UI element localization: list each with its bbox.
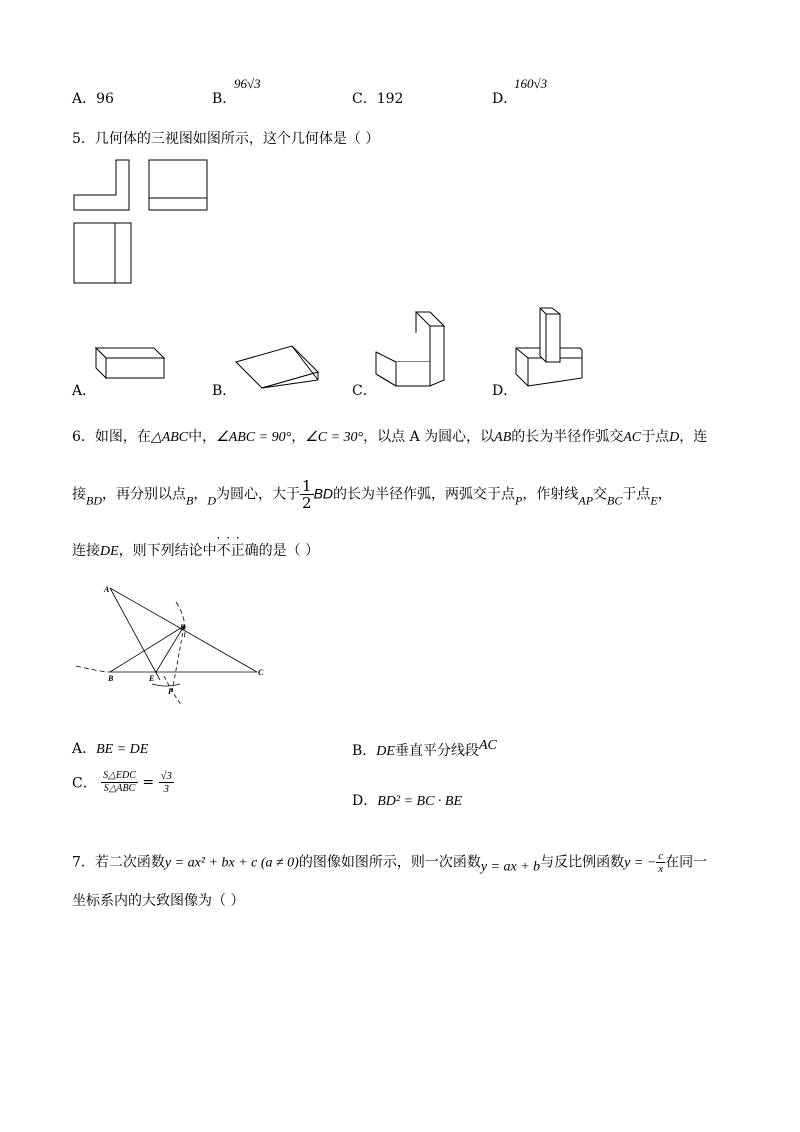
q5-option-c-label[interactable]: C． [352, 383, 377, 399]
q5-three-views-figure [72, 158, 212, 288]
q4-option-a[interactable]: A．96 [72, 91, 114, 107]
q6-line-1: 6．如图，在△ABC中，∠ABC = 90°，∠C = 30°，以点 A 为圆心，以AB的长为半径作弧交AC于点D，连 [72, 429, 708, 445]
q6-line-2: 接BD，再分别以点B，D为圆心，大于 $\frac{1}{2}$ BD的长为半径作弧，两弧交于点P，作射线AP交BC于点E， [72, 477, 672, 512]
emphasis-not-correct: · · · 不正确 [217, 543, 259, 559]
label-D: D [180, 623, 186, 632]
half-fraction: $\frac{1}{2}$ [302, 477, 312, 512]
label-B: B [108, 674, 114, 683]
q5-stem: 5．几何体的三视图如图所示，这个几何体是（ ） [72, 131, 380, 147]
top-view [74, 223, 131, 283]
q7-line-2: 坐标系内的大致图像为（ ） [72, 893, 245, 909]
q6-triangle-figure [72, 580, 282, 710]
q5-option-b-solid [232, 342, 322, 392]
label-P: P [168, 687, 173, 696]
q5-option-a-solid [94, 340, 169, 390]
q5-option-c-solid [372, 306, 462, 396]
q6-line-3: 连接DE，则下列结论中· · · 不正确的是（ ） [72, 540, 319, 560]
q6-option-d[interactable]: D．BD² = BC · BE [352, 793, 463, 809]
q5-option-a-label[interactable]: A． [72, 383, 97, 399]
q4-option-c[interactable]: C．192 [352, 91, 404, 107]
q4-option-d-label[interactable]: D． [492, 91, 518, 107]
q6-option-c[interactable]: C． $\frac{\text{S△EDC}}{\text{S△ABC}}$ = $\frac{√3}{3}$ [72, 770, 173, 795]
q6-option-a[interactable]: A．BE = DE [72, 741, 149, 757]
label-E: E [149, 674, 155, 683]
label-A: A [104, 585, 110, 594]
front-view [74, 160, 129, 210]
q4-option-b-value: 96√3 [234, 76, 261, 91]
q5-option-d-solid [512, 302, 592, 394]
side-view [149, 160, 207, 210]
label-C: C [258, 668, 264, 677]
q5-option-d-label[interactable]: D． [492, 383, 518, 399]
q4-option-b-label[interactable]: B． [212, 91, 237, 107]
q7-line-1: 7．若二次函数y = ax² + bx + c (a ≠ 0)的图像如图所示，则一次函数y = ax + b与反比例函数y = − $\frac{c}{x}$ 在同一 [72, 850, 708, 875]
q6-option-b[interactable]: B．DE垂直平分线段AC [352, 738, 497, 759]
q5-option-b-label[interactable]: B． [212, 383, 237, 399]
q4-option-d-value: 160√3 [514, 76, 548, 91]
